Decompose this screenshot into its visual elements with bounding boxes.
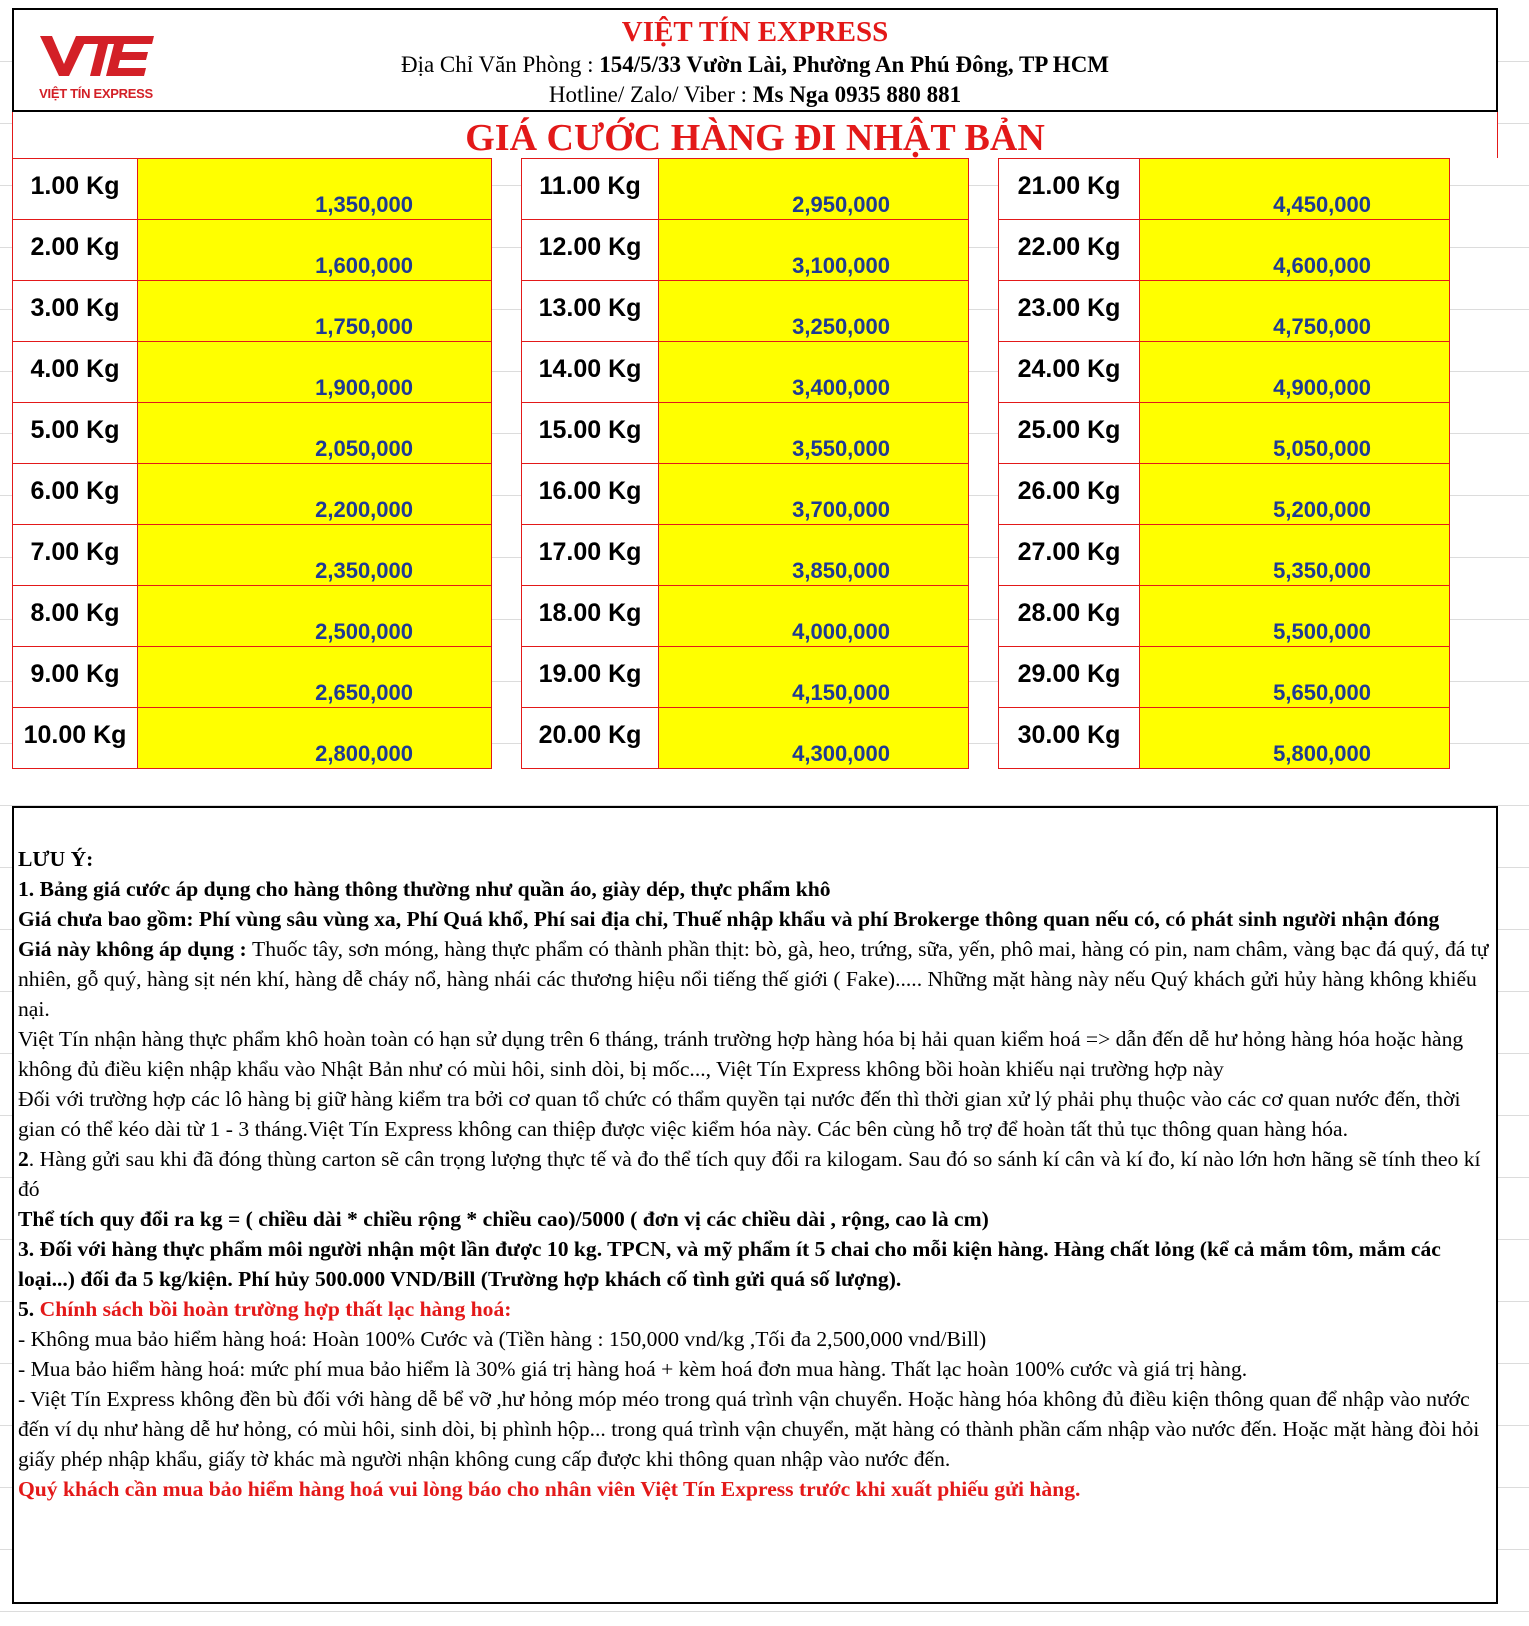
company-name: VIỆT TÍN EXPRESS: [621, 16, 889, 48]
price-cell: 4,900,000: [1140, 342, 1450, 403]
weight-cell: 30.00 Kg: [999, 708, 1140, 769]
price-cell: 2,950,000: [659, 159, 969, 220]
price-cell: 4,750,000: [1140, 281, 1450, 342]
weight-cell: 3.00 Kg: [13, 281, 138, 342]
price-cell: 5,350,000: [1140, 525, 1450, 586]
note-2-number: 2: [18, 1147, 29, 1171]
price-row: [13, 586, 492, 647]
price-row: [999, 342, 1450, 403]
price-row: [522, 220, 969, 281]
price-cell: 3,550,000: [659, 403, 969, 464]
note-5b: - Mua bảo hiểm hàng hoá: mức phí mua bảo hiểm là 30% giá trị hàng hoá + kèm hoá đơn mua hàng. Thất lạc hoàn 100% cước và giá trị hàng.: [18, 1357, 1248, 1381]
price-cell: 1,750,000: [138, 281, 492, 342]
price-table-1: [12, 158, 492, 769]
price-row: [13, 708, 492, 769]
weight-cell: 26.00 Kg: [999, 464, 1140, 525]
note-final: Quý khách cần mua bảo hiểm hàng hoá vui lòng báo cho nhân viên Việt Tín Express trước khi xuất phiếu gửi hàng.: [18, 1477, 1081, 1501]
price-cell: 5,200,000: [1140, 464, 1450, 525]
weight-cell: 2.00 Kg: [13, 220, 138, 281]
note-1-inspection: Đối với trường hợp các lô hàng bị giữ hàng kiểm tra bởi cơ quan tổ chức có thẩm quyền tại nước đến thì thời gian xử lý phải phụ thuộc vào các cơ quan nước đến, thời gian có thể kéo dài từ 1 - 3 tháng.Việt Tín Express không can thiệp được việc kiểm hóa này. Các bên cùng hỗ trợ để hoàn tất thủ tục thông quan hàng hóa.: [18, 1087, 1461, 1141]
price-cell: 5,500,000: [1140, 586, 1450, 647]
price-row: [522, 647, 969, 708]
weight-cell: 13.00 Kg: [522, 281, 659, 342]
price-cell: 5,800,000: [1140, 708, 1450, 769]
price-cell: 3,850,000: [659, 525, 969, 586]
price-row: [999, 281, 1450, 342]
weight-cell: 10.00 Kg: [13, 708, 138, 769]
logo-text: VIỆT TÍN EXPRESS: [39, 86, 153, 101]
weight-cell: 28.00 Kg: [999, 586, 1140, 647]
price-row: [522, 403, 969, 464]
note-1-exclusions: Giá chưa bao gồm: Phí vùng sâu vùng xa, Phí Quá khổ, Phí sai địa chỉ, Thuế nhập khẩu và phí Brokerge thông quan nếu có, có phát sinh người nhận đóng: [18, 907, 1440, 931]
weight-cell: 19.00 Kg: [522, 647, 659, 708]
price-row: [13, 403, 492, 464]
price-row: [999, 403, 1450, 464]
weight-cell: 25.00 Kg: [999, 403, 1140, 464]
price-row: [522, 342, 969, 403]
page-title: GIÁ CƯỚC HÀNG ĐI NHẬT BẢN: [465, 117, 1045, 159]
price-row: [522, 281, 969, 342]
weight-cell: 11.00 Kg: [522, 159, 659, 220]
note-2-formula: Thể tích quy đổi ra kg = ( chiều dài * chiều rộng * chiều cao)/5000 ( đơn vị các chiều dài , rộng, cao là cm): [18, 1207, 989, 1231]
weight-cell: 18.00 Kg: [522, 586, 659, 647]
weight-cell: 17.00 Kg: [522, 525, 659, 586]
price-row: [999, 159, 1450, 220]
note-2: [18, 1144, 1490, 1204]
price-cell: 3,250,000: [659, 281, 969, 342]
price-cell: 4,150,000: [659, 647, 969, 708]
price-cell: 4,000,000: [659, 586, 969, 647]
not-applicable-text: Thuốc tây, sơn móng, hàng thực phẩm có thành phần thịt: bò, gà, heo, trứng, sữa, yến, phô mai, hàng có pin, nam châm, vàng bạc đá quý, đá tự nhiên, gỗ quý, hàng sịt nén khí, hàng dễ cháy nổ, hàng nhái các thương hiệu nổi tiếng thế giới ( Fake)..... Những mặt hàng này nếu Quý khách gửi hủy hàng không khiếu nại.: [18, 937, 1489, 1021]
note-2-text: . Hàng gửi sau khi đã đóng thùng carton sẽ cân trọng lượng thực tế và đo thể tích quy đổi ra kilogam. Sau đó so sánh kí cân và kí đo, kí nào lớn hơn hãng sẽ tính theo kí đó: [18, 1147, 1481, 1201]
price-cell: 4,300,000: [659, 708, 969, 769]
weight-cell: 22.00 Kg: [999, 220, 1140, 281]
header-box: [12, 8, 1498, 112]
price-row: [999, 586, 1450, 647]
weight-cell: 20.00 Kg: [522, 708, 659, 769]
price-row: [13, 220, 492, 281]
price-table-2: [521, 158, 969, 769]
weight-cell: 21.00 Kg: [999, 159, 1140, 220]
weight-cell: 1.00 Kg: [13, 159, 138, 220]
address-value: 154/5/33 Vườn Lài, Phường An Phú Đông, TP HCM: [599, 52, 1110, 77]
price-cell: 1,350,000: [138, 159, 492, 220]
note-1: 1. Bảng giá cước áp dụng cho hàng thông thường như quần áo, giày dép, thực phẩm khô: [18, 877, 831, 901]
price-cell: 5,050,000: [1140, 403, 1450, 464]
weight-cell: 7.00 Kg: [13, 525, 138, 586]
price-row: [13, 281, 492, 342]
weight-cell: 14.00 Kg: [522, 342, 659, 403]
price-cell: 2,200,000: [138, 464, 492, 525]
note-1-dry-food: Việt Tín nhận hàng thực phẩm khô hoàn toàn có hạn sử dụng trên 6 tháng, tránh trường hợp hàng hóa bị hải quan kiểm hoá => dẫn đến dễ hư hỏng hàng hóa hoặc hàng không đủ điều kiện nhập khẩu vào Nhật Bản như có mùi hôi, sinh dòi, bị mốc..., Việt Tín Express không bồi hoàn khiếu nại trường hợp này: [18, 1027, 1464, 1081]
note-5-number: 5.: [18, 1297, 40, 1321]
price-row: [999, 647, 1450, 708]
price-row: [13, 159, 492, 220]
price-row: [522, 159, 969, 220]
not-applicable-label: Giá này không áp dụng :: [18, 937, 253, 961]
price-cell: 4,450,000: [1140, 159, 1450, 220]
price-cell: 3,100,000: [659, 220, 969, 281]
price-row: [522, 464, 969, 525]
price-cell: 3,700,000: [659, 464, 969, 525]
weight-cell: 23.00 Kg: [999, 281, 1140, 342]
price-cell: 2,050,000: [138, 403, 492, 464]
note-3: 3. Đối với hàng thực phẩm môi người nhận một lần được 10 kg. TPCN, và mỹ phẩm ít 5 chai cho mỗi kiện hàng. Hàng chất lỏng (kể cả mắm tôm, mắm các loại...) đối đa 5 kg/kiện. Phí hủy 500.000 VND/Bill (Trường hợp khách cố tình gửi quá số lượng).: [18, 1237, 1441, 1291]
weight-cell: 12.00 Kg: [522, 220, 659, 281]
price-row: [13, 464, 492, 525]
weight-cell: 27.00 Kg: [999, 525, 1140, 586]
price-cell: 1,600,000: [138, 220, 492, 281]
price-cell: 2,500,000: [138, 586, 492, 647]
price-table-3: [998, 158, 1450, 769]
address-label: Địa Chỉ Văn Phòng :: [400, 52, 600, 77]
weight-cell: 9.00 Kg: [13, 647, 138, 708]
hotline-label: Hotline/ Zalo/ Viber :: [548, 82, 753, 107]
price-row: [999, 525, 1450, 586]
weight-cell: 15.00 Kg: [522, 403, 659, 464]
note-1-not-applicable: [18, 934, 1490, 1024]
note-5c: - Việt Tín Express không đền bù đối với hàng dễ bể vỡ ,hư hỏng móp méo trong quá trình vận chuyển. Hoặc hàng hóa không đủ điều kiện thông quan để nhập vào nước đến ví dụ như hàng dễ hư hỏng, có mùi hôi, sinh dòi, bị phình hộp... trong quá trình vận chuyển, mặt hàng có thành phần cấm nhập vào nước đến. Hoặc mặt hàng đòi hỏi giấy phép nhập khẩu, giấy tờ khác mà người nhận không cung cấp được khi thông quan nhập vào nước đến.: [18, 1387, 1480, 1471]
weight-cell: 24.00 Kg: [999, 342, 1140, 403]
price-row: [522, 586, 969, 647]
price-row: [522, 708, 969, 769]
notes-heading: LƯU Ý:: [18, 847, 94, 871]
price-cell: 1,900,000: [138, 342, 492, 403]
office-address: [14, 52, 1496, 78]
price-row: [999, 708, 1450, 769]
price-cell: 2,350,000: [138, 525, 492, 586]
weight-cell: 16.00 Kg: [522, 464, 659, 525]
weight-cell: 29.00 Kg: [999, 647, 1140, 708]
weight-cell: 8.00 Kg: [13, 586, 138, 647]
hotline-value: Ms Nga 0935 880 881: [752, 82, 962, 107]
price-row: [999, 220, 1450, 281]
note-5a: - Không mua bảo hiểm hàng hoá: Hoàn 100% Cước và (Tiền hàng : 150,000 vnd/kg ,Tối đa 2,500,000 vnd/Bill): [18, 1327, 987, 1351]
price-row: [522, 525, 969, 586]
hotline: [14, 82, 1496, 108]
note-5-heading: [18, 1294, 1490, 1324]
price-cell: 2,800,000: [138, 708, 492, 769]
price-row: [13, 525, 492, 586]
note-5-title: Chính sách bồi hoàn trường hợp thất lạc hàng hoá:: [39, 1297, 512, 1321]
price-row: [999, 464, 1450, 525]
price-cell: 2,650,000: [138, 647, 492, 708]
weight-cell: 4.00 Kg: [13, 342, 138, 403]
weight-cell: 5.00 Kg: [13, 403, 138, 464]
price-cell: 3,400,000: [659, 342, 969, 403]
price-row: [13, 342, 492, 403]
title-band: [12, 112, 1498, 158]
price-cell: 5,650,000: [1140, 647, 1450, 708]
price-row: [13, 647, 492, 708]
price-cell: 4,600,000: [1140, 220, 1450, 281]
notes-box: [12, 806, 1498, 1604]
weight-cell: 6.00 Kg: [13, 464, 138, 525]
